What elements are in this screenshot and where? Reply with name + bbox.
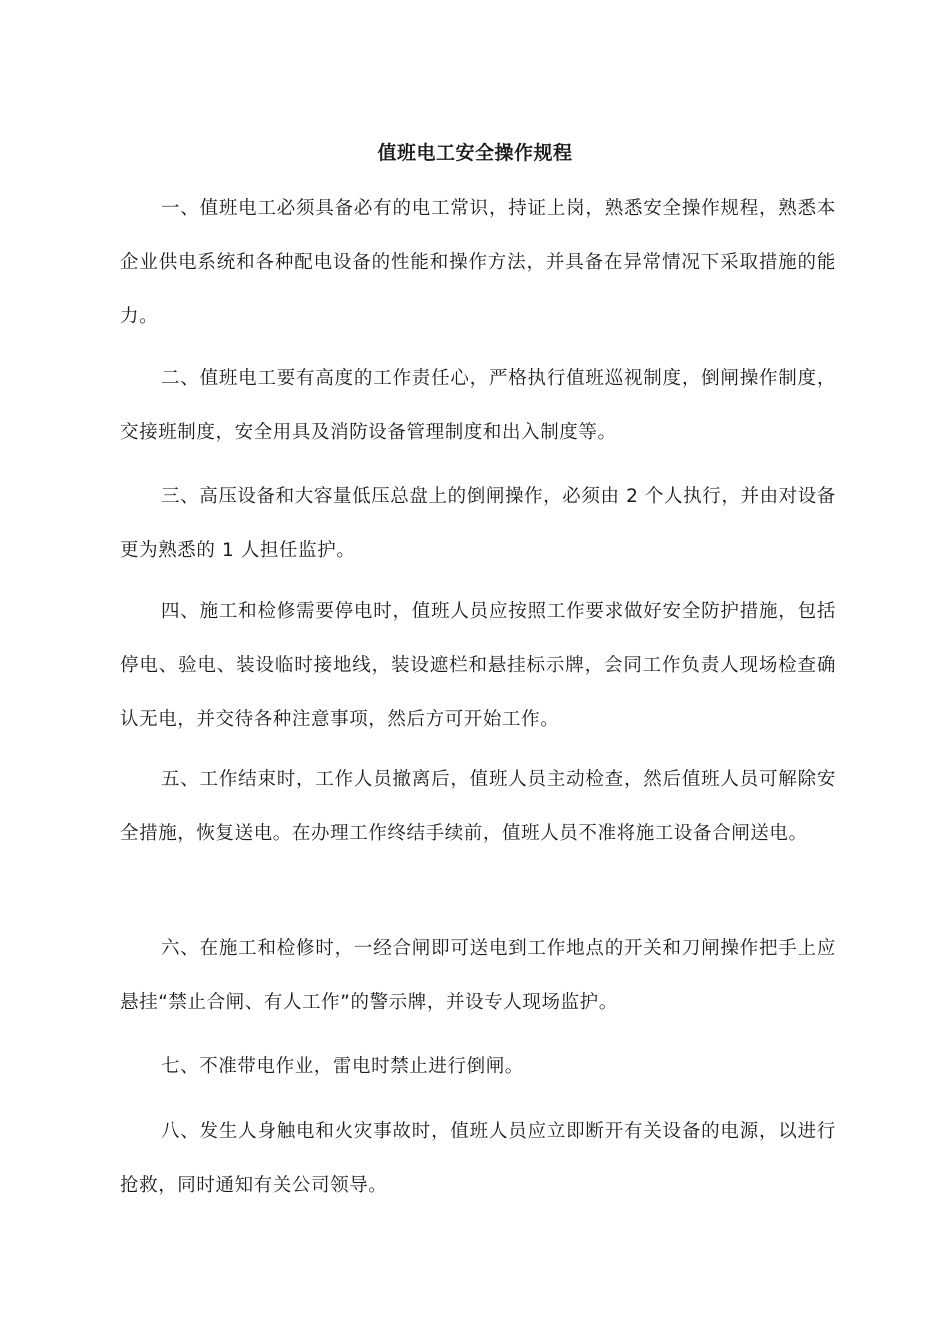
clause-4: 四、施工和检修需要停电时，值班人员应按照工作要求做好安全防护措施，包括停电、验电、装设临时接地线，装设遮栏和悬挂标示牌，会同工作负责人现场检查确认无电，并交待各种注意事项，然后方可开始工作。 [120, 601, 836, 730]
clause-3: 三、高压设备和大容量低压总盘上的倒闸操作，必须由 2 个人执行，并由对设备更为熟悉的 1 人担任监护。 [120, 486, 836, 561]
clause-7: 七、不准带电作业，雷电时禁止进行倒闸。 [161, 1056, 524, 1077]
clause-6: 六、在施工和检修时，一经合闸即可送电到工作地点的开关和刀闸操作把手上应悬挂“禁止合闸、有人工作”的警示牌，并设专人现场监护。 [120, 938, 836, 1013]
clause-2: 二、值班电工要有高度的工作责任心，严格执行值班巡视制度，倒闸操作制度，交接班制度，安全用具及消防设备管理制度和出入制度等。 [120, 368, 836, 443]
clause-8: 八、发生人身触电和火灾事故时，值班人员应立即断开有关设备的电源，以进行抢救，同时通知有关公司领导。 [120, 1121, 836, 1196]
clause-5: 五、工作结束时，工作人员撤离后，值班人员主动检查，然后值班人员可解除安全措施，恢复送电。在办理工作终结手续前，值班人员不准将施工设备合闸送电。 [120, 769, 836, 844]
document-title: 值班电工安全操作规程 [377, 142, 573, 164]
clause-1: 一、值班电工必须具备必有的电工常识，持证上岗，熟悉安全操作规程，熟悉本企业供电系统和各种配电设备的性能和操作方法，并具备在异常情况下采取措施的能力。 [120, 198, 836, 327]
